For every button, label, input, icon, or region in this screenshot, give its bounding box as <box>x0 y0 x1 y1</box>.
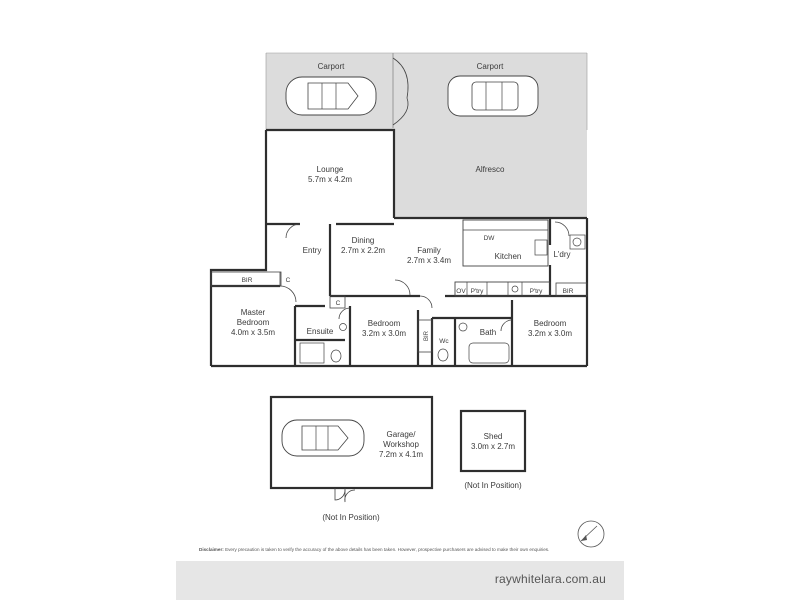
footer-bar <box>176 561 624 600</box>
c-master-label: C <box>285 277 291 284</box>
disclaimer-text: Every precaution is taken to verify the accuracy of the above details has been taken. However, prospective purchasers are advised to make their own enquiries. <box>225 547 550 552</box>
master-bedroom-size: 4.0m x 3.5m <box>230 328 276 337</box>
compass-icon <box>578 521 604 547</box>
entry-label: Entry <box>302 246 322 255</box>
shed <box>461 411 525 471</box>
carport-left-label: Carport <box>317 62 345 71</box>
pantry-2-label: P'try <box>529 288 543 295</box>
bedroom2-label: Bedroom <box>367 319 401 328</box>
lounge-label: Lounge <box>316 165 344 174</box>
bedroom3-label: Bedroom <box>533 319 567 328</box>
bir-bed3-label: BIR <box>562 288 574 295</box>
disclaimer-label: Disclaimer: <box>199 547 224 552</box>
dining-size: 2.7m x 2.2m <box>340 246 386 255</box>
garage-note: (Not In Position) <box>322 513 380 522</box>
car-icon <box>286 77 376 115</box>
kitchen-label: Kitchen <box>494 252 522 261</box>
alfresco-area <box>394 130 587 218</box>
garage-label-2: Workshop <box>383 440 419 449</box>
pantry-1-label: P'try <box>470 288 484 295</box>
bir-bed2-label: BIR <box>424 330 430 342</box>
garage-size: 7.2m x 4.1m <box>378 450 424 459</box>
shed-label: Shed <box>483 432 503 441</box>
alfresco-label: Alfresco <box>475 165 505 174</box>
ensuite-label: Ensuite <box>306 327 334 336</box>
lounge-size: 5.7m x 4.2m <box>307 175 353 184</box>
bedroom2-size: 3.2m x 3.0m <box>361 329 407 338</box>
car-icon <box>448 76 538 116</box>
master-bedroom-label-2: Bedroom <box>236 318 270 327</box>
garage-label-1: Garage/ <box>386 430 416 439</box>
bir-master-label: BIR <box>241 277 253 284</box>
website-link[interactable]: raywhitelara.com.au <box>494 572 606 586</box>
shed-note: (Not In Position) <box>464 481 522 490</box>
oven-label: OV <box>456 288 466 295</box>
dining-label: Dining <box>351 236 375 245</box>
carport-right-label: Carport <box>476 62 504 71</box>
wc-label: Wc <box>439 338 449 345</box>
laundry-label: L'dry <box>553 250 571 259</box>
dw-label: DW <box>483 235 495 242</box>
bath-label: Bath <box>479 328 497 337</box>
family-label: Family <box>417 246 441 255</box>
master-bedroom-label-1: Master <box>240 308 266 317</box>
c-hall-label: C <box>335 300 341 307</box>
family-size: 2.7m x 3.4m <box>406 256 452 265</box>
bedroom3-size: 3.2m x 3.0m <box>527 329 573 338</box>
car-icon <box>282 420 364 456</box>
disclaimer <box>199 547 549 552</box>
shed-size: 3.0m x 2.7m <box>470 442 516 451</box>
